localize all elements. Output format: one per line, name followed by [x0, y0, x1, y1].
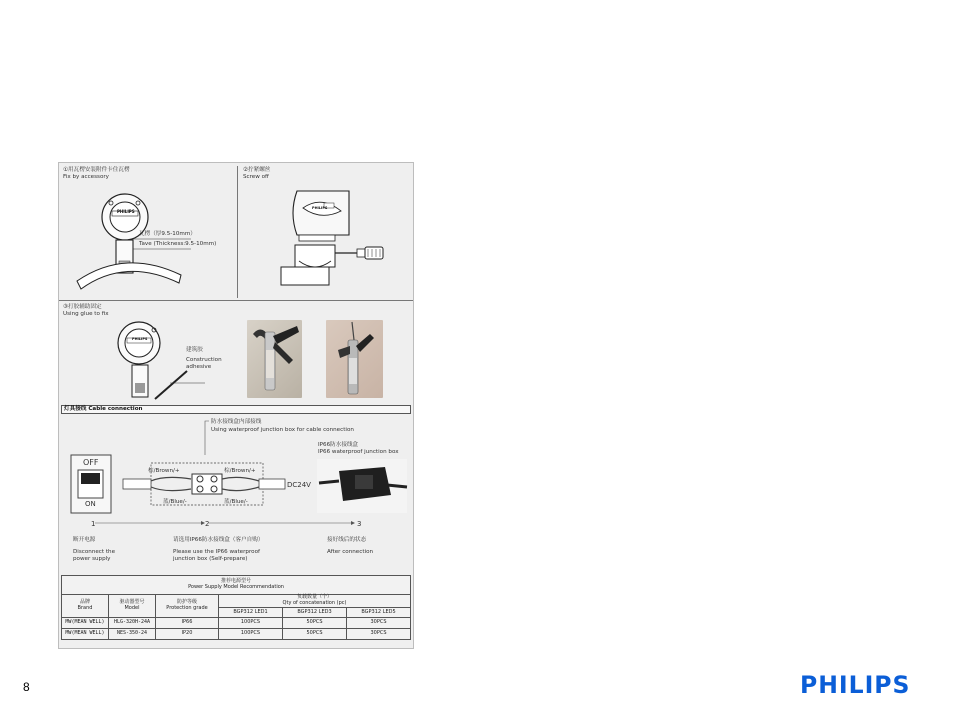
model-header	[109, 595, 156, 618]
protection-header-en: Protection grade	[166, 605, 208, 611]
table-row	[62, 629, 411, 640]
junction-box-label-en: Using waterproof junction box for cable connection	[211, 427, 354, 433]
power-supply-table	[61, 575, 411, 640]
col-header-led5: BGP312 LED5	[347, 608, 411, 618]
philips-logo: PHILIPS	[800, 671, 911, 699]
blue-left-label: 蓝/Blue/-	[163, 499, 187, 505]
step3-fixture-drawing	[59, 303, 239, 403]
step1-title-cn: ①用瓦楞安装附件卡住瓦楞	[63, 167, 130, 173]
dc-voltage-label: DC24V	[287, 481, 311, 489]
brand-header-en: Brand	[77, 605, 93, 611]
ip66-label-cn: IP66防水接线盒	[318, 442, 359, 448]
brown-left-label: 棕/Brown/+	[148, 468, 180, 474]
page-number: 8	[23, 680, 30, 694]
table-title-cn: 推荐电源型号	[220, 578, 251, 585]
step2-desc-en1: Please use the IP66 waterproof	[173, 549, 260, 555]
brown-right-label: 棕/Brown/+	[224, 468, 256, 474]
step1-desc-en1: Disconnect the	[73, 549, 116, 555]
wiring-diagram	[59, 415, 415, 535]
row2-q1: 100PCS	[219, 629, 283, 640]
brand-header	[62, 595, 109, 618]
step2-desc-cn: 请选用IP66防水接线盒（客户自购）	[173, 537, 264, 543]
step1-fixture-drawing	[59, 163, 415, 303]
row1-model: HLG-320H-24A	[109, 618, 156, 629]
step-number-1: 1	[91, 520, 96, 528]
step2-title-en: Screw off	[243, 174, 269, 180]
step2-desc-en2: junction box (Self-prepare)	[173, 556, 248, 562]
section-divider	[59, 300, 413, 301]
row1-q2: 50PCS	[283, 618, 347, 629]
col-header-led3: BGP312 LED3	[283, 608, 347, 618]
step2-title-cn: ②拧紧螺丝	[243, 167, 271, 173]
glue-gun-photo-2	[326, 320, 383, 398]
switch-on-label: ON	[85, 500, 96, 508]
col-header-led1: BGP312 LED1	[219, 608, 283, 618]
model-header-cn: 驱动器型号	[119, 599, 145, 606]
step3-label-en1: Construction	[186, 357, 222, 363]
load-header-en: Qty of concatenation (pc)	[282, 600, 347, 606]
row1-q3: 30PCS	[347, 618, 411, 629]
protection-header-cn: 防护等级	[176, 599, 197, 606]
table-title-cell	[62, 576, 411, 595]
glue-gun-photo-1	[247, 320, 302, 398]
step3-desc-en: After connection	[327, 549, 374, 555]
step3-label-cn: 建筑胶	[186, 347, 203, 353]
step1-label-cn: 瓦楞（厚9.5-10mm）	[139, 231, 196, 237]
blue-right-label: 蓝/Blue/-	[224, 499, 248, 505]
row2-model: NES-350-24	[109, 629, 156, 640]
protection-header	[156, 595, 219, 618]
step1-fixture-brand: PHILIPS	[117, 209, 135, 214]
step2-fixture-brand: PHILIPS	[312, 206, 328, 210]
brand-header-cn: 品牌	[79, 599, 90, 606]
load-header	[219, 595, 411, 608]
installation-instruction-sheet	[58, 162, 414, 649]
row2-grade: IP20	[156, 629, 219, 640]
step3-label-en2: adhesive	[186, 364, 212, 370]
step1-desc-en2: power supply	[73, 556, 111, 562]
step1-title-en: Fix by accessory	[63, 174, 109, 180]
step3-title-cn: ③打胶辅助固定	[63, 304, 102, 310]
table-row	[62, 618, 411, 629]
step3-fixture-brand: PHILIPS	[132, 337, 148, 341]
load-header-cn: 负载数量（个）	[296, 594, 332, 601]
step1-desc-cn: 断开电源	[73, 537, 96, 543]
step1-label-en: Tave (Thickness:9.5-10mm)	[139, 241, 217, 247]
row1-q1: 100PCS	[219, 618, 283, 629]
row2-q3: 30PCS	[347, 629, 411, 640]
junction-box-label-cn: 防水接线盒内部接线	[211, 419, 262, 425]
switch-off-label: OFF	[83, 458, 99, 467]
row1-grade: IP66	[156, 618, 219, 629]
step-number-3: 3	[357, 520, 362, 528]
row1-brand: MW(MEAN WELL)	[62, 618, 109, 629]
step3-desc-cn: 接好线后的状态	[327, 537, 367, 543]
model-header-en: Model	[124, 605, 140, 611]
step3-title-en: Using glue to fix	[63, 311, 109, 317]
table-title-en: Power Supply Model Recommendation	[188, 584, 284, 590]
cable-connection-header: 灯具接线 Cable connection	[64, 406, 143, 412]
step2-screw-drawing	[281, 191, 383, 285]
ip66-label-en: IP66 waterproof junction box	[318, 449, 399, 455]
row2-brand: MW(MEAN WELL)	[62, 629, 109, 640]
step-number-2: 2	[205, 520, 210, 528]
row2-q2: 50PCS	[283, 629, 347, 640]
